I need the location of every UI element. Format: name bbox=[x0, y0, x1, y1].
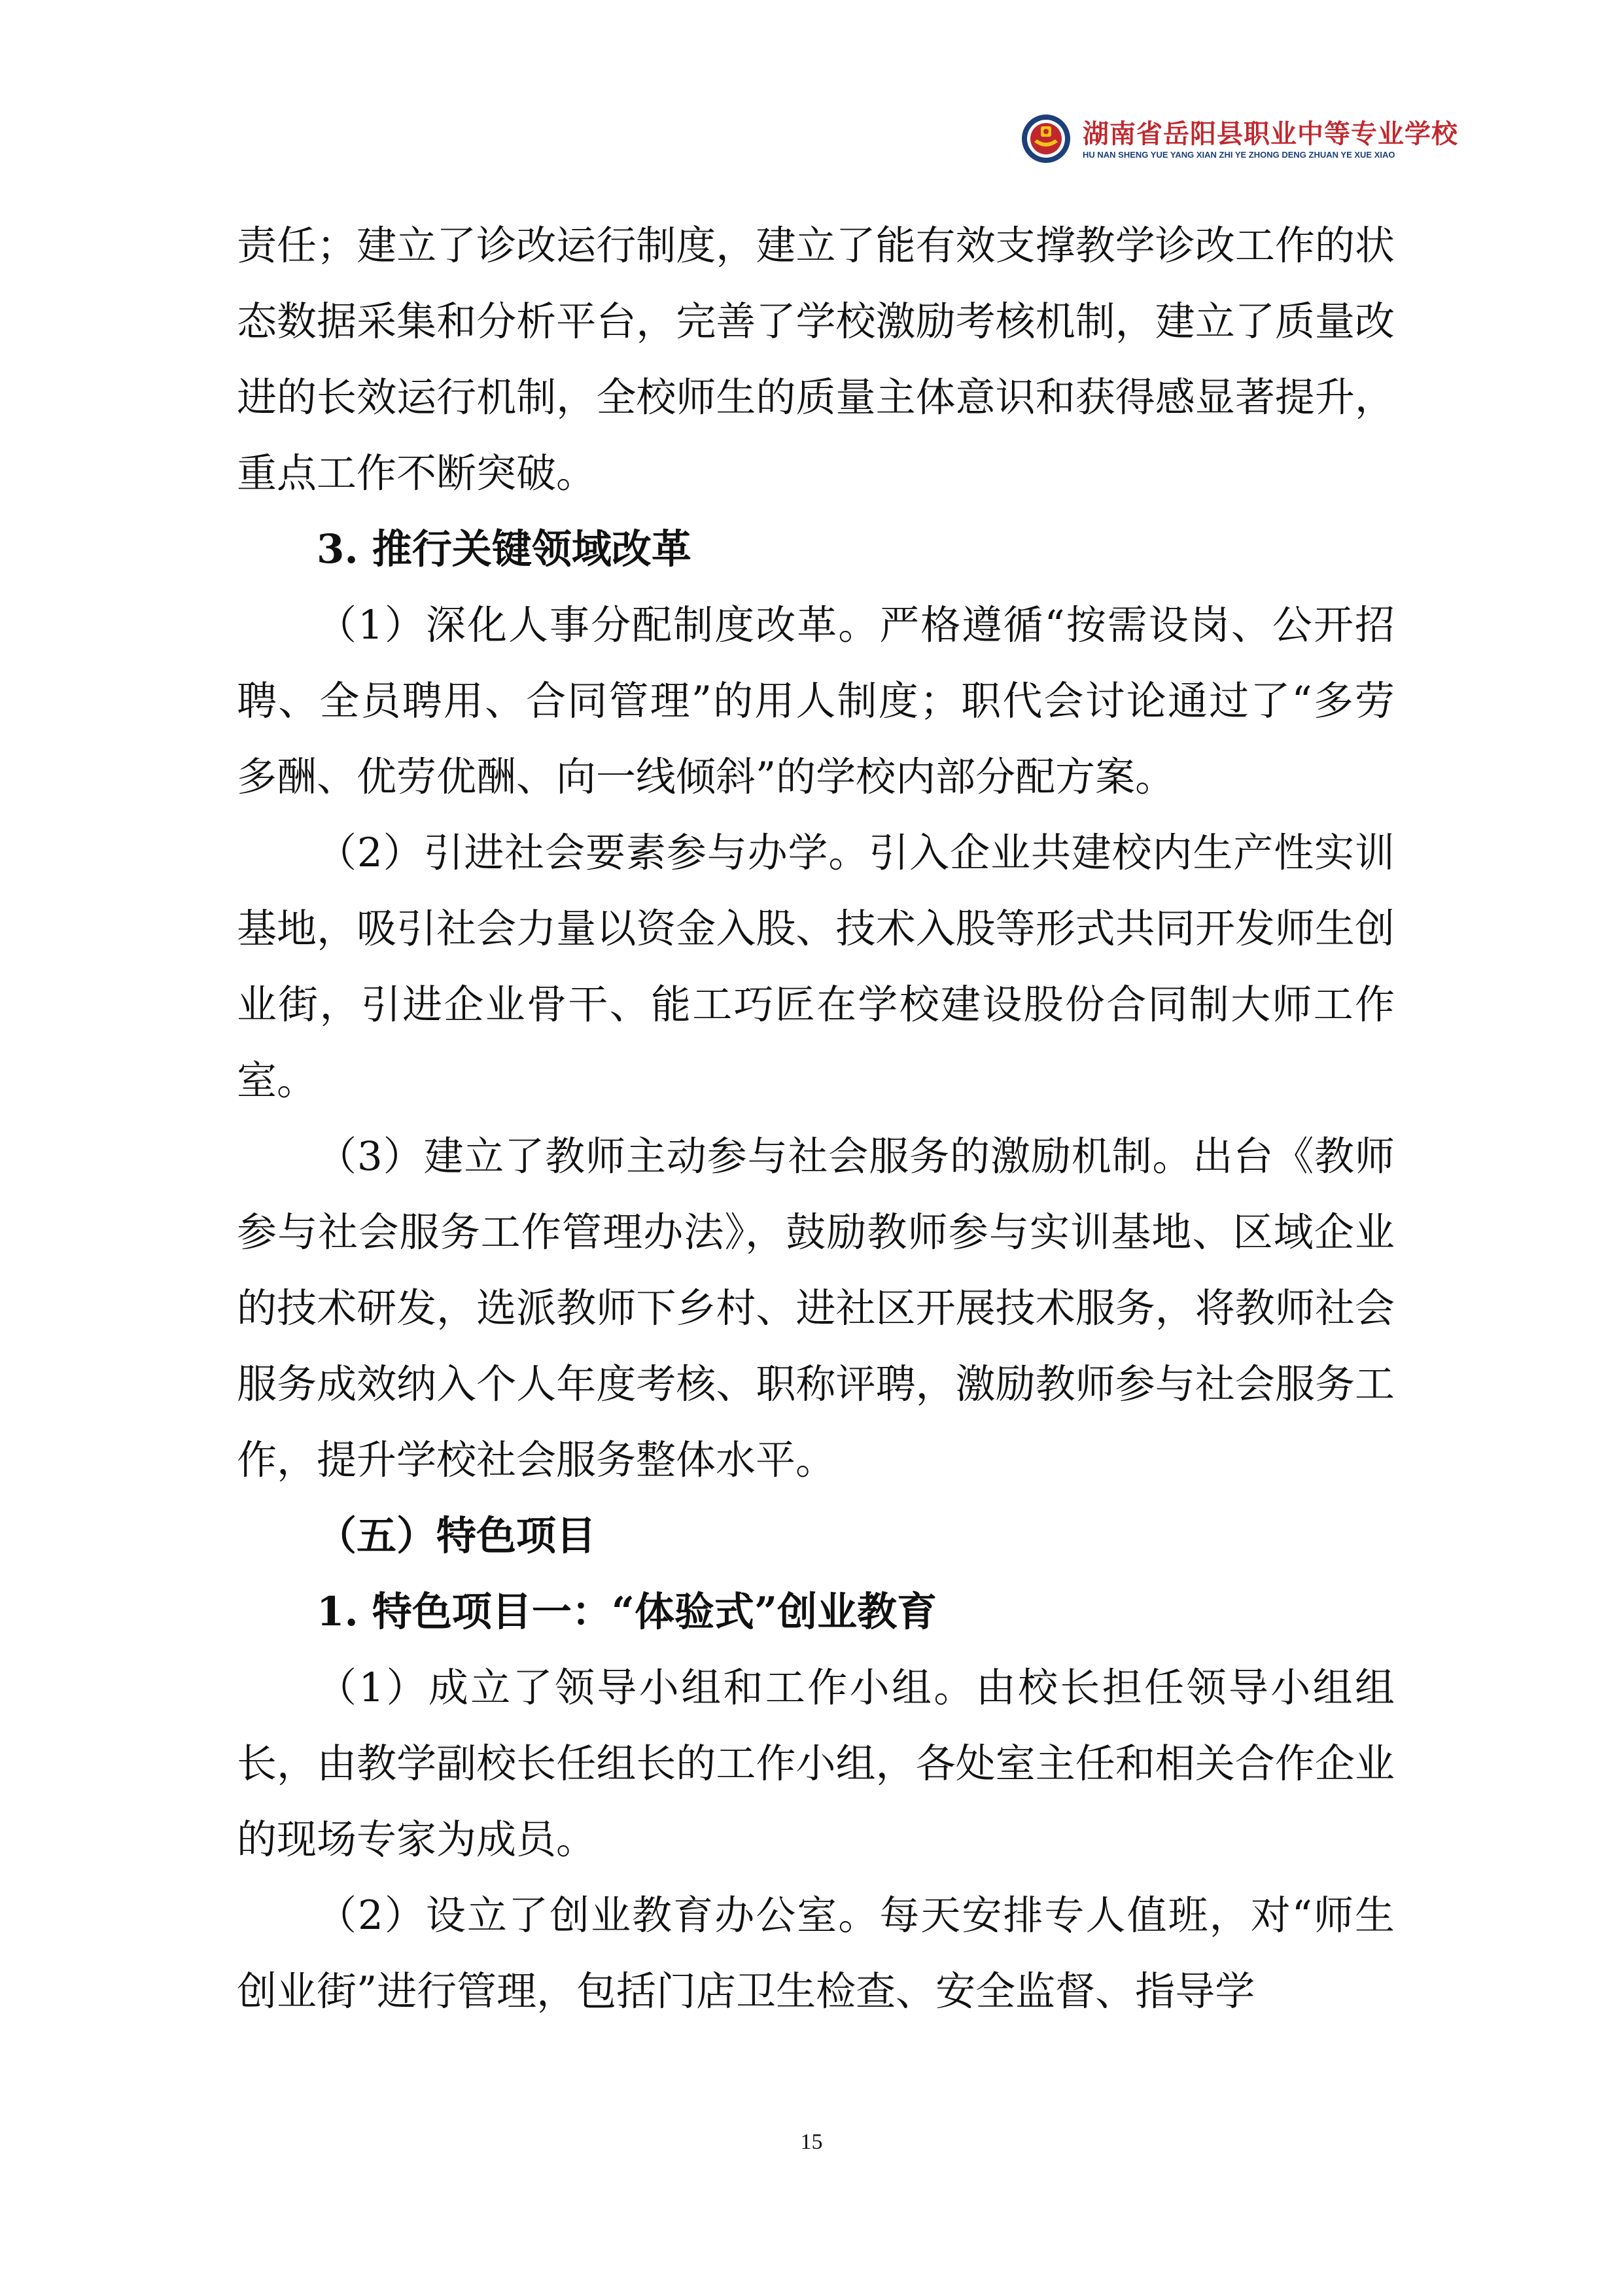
section-heading: 1. 特色项目一：“体验式”创业教育 bbox=[317, 1589, 937, 1635]
page-header bbox=[1021, 108, 1458, 171]
section-heading: （五）特色项目 bbox=[317, 1513, 597, 1559]
paragraph: （2）设立了创业教育办公室。每天安排专人值班，对“师生创业街”进行管理，包括门店卫生检查、安全监督、指导学 bbox=[237, 1892, 1395, 2015]
school-name: 湖南省岳阳县职业中等专业学校 bbox=[1083, 118, 1458, 149]
paragraph: （1）成立了领导小组和工作小组。由校长担任领导小组组长，由教学副校长任组长的工作小组，各处室主任和相关合作企业的现场专家为成员。 bbox=[237, 1665, 1395, 1863]
paragraph: （2）引进社会要素参与办学。引入企业共建校内生产性实训基地，吸引社会力量以资金入股、技术入股等形式共同开发师生创业街，引进企业骨干、能工巧匠在学校建设股份合同制大师工作室。 bbox=[237, 830, 1395, 1104]
paragraph-continuation: 责任；建立了诊改运行制度，建立了能有效支撑教学诊改工作的状态数据采集和分析平台，完善了学校激励考核机制，建立了质量改进的长效运行机制，全校师生的质量主体意识和获得感显著提升，重点工作不断突破。 bbox=[237, 222, 1395, 497]
document-body bbox=[237, 208, 1395, 2030]
paragraph: （1）深化人事分配制度改革。严格遵循“按需设岗、公开招聘、全员聘用、合同管理”的用人制度；职代会讨论通过了“多劳多酬、优劳优酬、向一线倾斜”的学校内部分配方案。 bbox=[237, 602, 1395, 800]
page-number: 15 bbox=[800, 2130, 823, 2154]
paragraph: （3）建立了教师主动参与社会服务的激励机制。出台《教师参与社会服务工作管理办法》，鼓励教师参与实训基地、区域企业的技术研发，选派教师下乡村、进社区开展技术服务，将教师社会服务成效纳入个人年度考核、职称评聘，激励教师参与社会服务工作，提升学校社会服务整体水平。 bbox=[237, 1133, 1395, 1483]
school-emblem-icon bbox=[1021, 113, 1072, 164]
section-heading: 3. 推行关键领域改革 bbox=[317, 526, 691, 573]
school-name-pinyin: HU NAN SHENG YUE YANG XIAN ZHI YE ZHONG DENG ZHUAN YE XUE XIAO bbox=[1083, 150, 1395, 160]
